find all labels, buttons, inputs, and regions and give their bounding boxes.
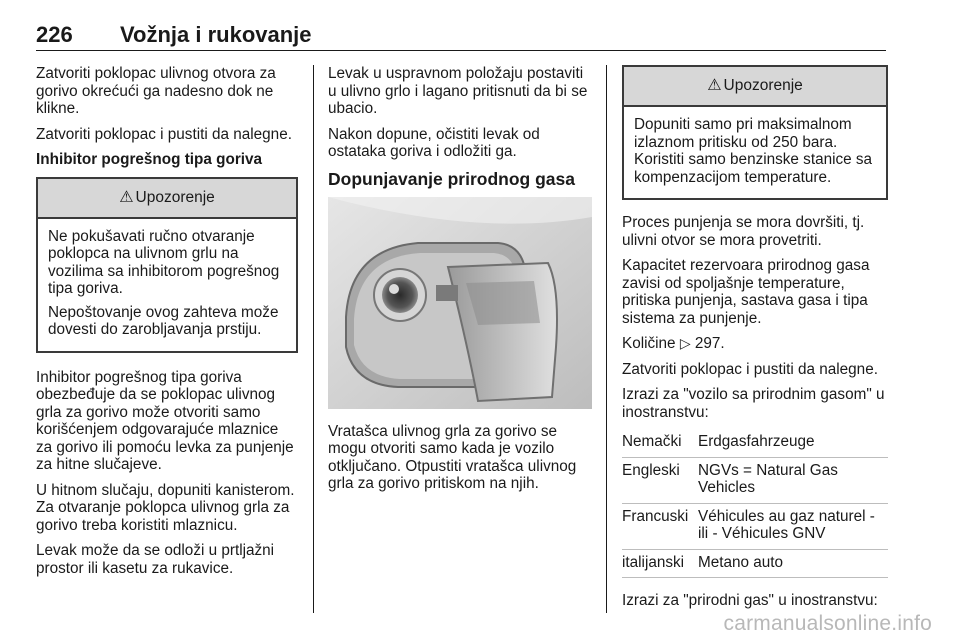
paragraph: Inhibitor pogrešnog tipa goriva obezbeđuje da se poklopac ulivnog grla za gorivo može otvoriti samo korišćenjem odgovarajuće mlaznice za gorivo ili pomoću levka za punjenje za hitne slučajeve. xyxy=(36,368,294,473)
warning-triangle-icon: ⚠ xyxy=(119,188,134,206)
paragraph: Zatvoriti poklopac i pustiti da nalegne. xyxy=(622,360,878,378)
running-title: Vožnja i rukovanje xyxy=(120,22,312,47)
paragraph: U hitnom slučaju, dopuniti kanisterom. Za otvaranje poklopca ulivnog grla za gorivo treba koristiti mlaznicu. xyxy=(36,481,295,534)
paragraph: Nakon dopune, očistiti levak od ostataka goriva i odložiti ga. xyxy=(328,125,540,160)
column-right xyxy=(622,65,888,618)
paragraph: Izrazi za "prirodni gas" u inostranstvu: xyxy=(622,592,878,609)
warning-box xyxy=(36,177,298,353)
paragraph: Izrazi za "vozilo sa prirodnim gasom" u inostranstvu: xyxy=(622,386,885,421)
page-header xyxy=(36,22,886,51)
column-left xyxy=(36,65,298,585)
warning-box xyxy=(622,65,888,200)
term-value: Metano auto xyxy=(698,553,784,571)
fuel-filler-illustration xyxy=(328,197,592,409)
paragraph: Levak u uspravnom položaju postaviti u ulivno grlo i lagano pritisnuti da bi se ubacio. xyxy=(328,65,588,117)
term-language: Nemački xyxy=(622,433,682,450)
page-reference-triangle-icon: ▷ xyxy=(679,335,691,351)
warning-triangle-icon: ⚠ xyxy=(707,77,722,94)
table-row xyxy=(622,503,888,549)
watermark: carmanualsonline.info xyxy=(723,612,932,635)
door-hinge xyxy=(436,285,458,301)
term-value: NGVs = Natural Gas Vehicles xyxy=(698,461,838,496)
warning-header xyxy=(38,179,296,219)
page-number: 226 xyxy=(36,22,73,47)
paragraph: Levak može da se odloži u prtljažni prostor ili kasetu za rukavice. xyxy=(36,542,275,577)
term-value: Véhicules au gaz naturel - ili - Véhicules GNV xyxy=(698,507,875,542)
fuel-filler-photo xyxy=(328,197,592,409)
term-language: Engleski xyxy=(622,461,680,479)
warning-title: Upozorenje xyxy=(723,77,803,95)
reference-text: Količine xyxy=(622,335,676,352)
table-row xyxy=(622,457,888,503)
warning-text: Nepoštovanje ovog zahteva može dovesti do zarobljavanja prstiju. xyxy=(48,303,279,338)
paragraph xyxy=(622,335,888,353)
warning-body xyxy=(38,219,296,351)
warning-header xyxy=(624,67,886,107)
section-title: Dopunjavanje prirodnog gasa xyxy=(328,168,575,189)
table-row xyxy=(622,549,888,578)
terms-table xyxy=(622,429,888,578)
term-value: Erdgasfahrzeuge xyxy=(698,433,815,450)
paragraph: Zatvoriti poklopac ulivnog otvora za gorivo okrećući ga nadesno dok ne klikne. xyxy=(36,65,276,117)
column-middle xyxy=(328,65,592,501)
paragraph: Kapacitet rezervoara prirodnog gasa zavisi od spoljašnje temperature, pritiska punjenja, sastava gasa i tipa sistema za punjenje. xyxy=(622,257,870,327)
page-reference-link[interactable]: 297. xyxy=(694,335,725,352)
column-divider xyxy=(313,65,314,613)
column-divider xyxy=(606,65,607,613)
term-language: Francuski xyxy=(622,507,689,525)
warning-text: Ne pokušavati ručno otvaranje poklopca na ulivnom grlu na vozilima sa inhibitorom pogrešnog tipa goriva. xyxy=(48,227,280,297)
term-language: italijanski xyxy=(622,553,685,571)
paragraph: Zatvoriti poklopac i pustiti da nalegne. xyxy=(36,125,292,143)
paragraph: Vratašca ulivnog grla za gorivo se mogu otvoriti samo kada je vozilo otključano. Otpustiti vratašca ulivnog grla za gorivo pritiskom na njih. xyxy=(328,422,577,492)
paragraph: Proces punjenja se mora dovršiti, tj. ulivni otvor se mora provetriti. xyxy=(622,214,865,249)
table-row xyxy=(622,429,888,457)
warning-text: Dopuniti samo pri maksimalnom izlaznom pritisku od 250 bara. Koristiti samo benzinske stanice sa kompenzacijom temperature. xyxy=(634,116,873,186)
warning-body xyxy=(624,107,886,198)
warning-title: Upozorenje xyxy=(135,188,215,206)
subheading: Inhibitor pogrešnog tipa goriva xyxy=(36,151,263,168)
